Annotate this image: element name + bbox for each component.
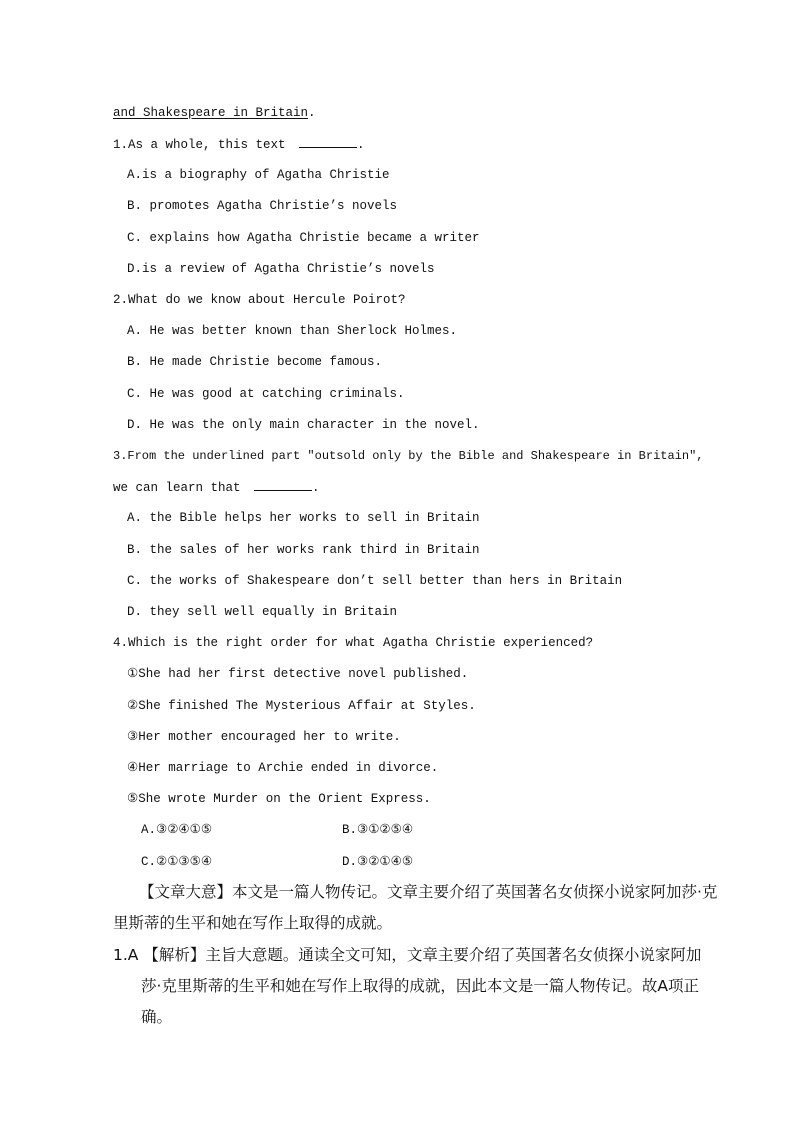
question-2-option-c: C. He was good at catching criminals.	[127, 387, 405, 401]
question-2-stem: 2.What do we know about Hercule Poirot?	[113, 293, 406, 307]
passage-tail	[113, 105, 316, 121]
question-3-text: we can learn that	[113, 481, 249, 495]
question-2-option-d: D. He was the only main character in the novel.	[127, 418, 480, 432]
answer-blank	[299, 136, 357, 148]
question-3-option-a: A. the Bible helps her works to sell in Britain	[127, 511, 480, 525]
question-3-end: .	[312, 481, 320, 495]
question-4-event-3: ③Her mother encouraged her to write.	[127, 730, 401, 744]
question-1-option-d: D.is a review of Agatha Christie’s novels	[127, 262, 435, 276]
question-3-stem: 3.From the underlined part "outsold only by the Bible and Shakespeare in Britain",	[113, 449, 704, 463]
question-4-option-c: C.②①③⑤④	[141, 855, 213, 869]
question-1-text: 1.As a whole, this text	[113, 138, 294, 152]
question-1-option-b: B. promotes Agatha Christie’s novels	[127, 199, 398, 213]
question-1-end: .	[357, 138, 365, 152]
question-3-option-b: B. the sales of her works rank third in Britain	[127, 543, 480, 557]
summary-line-1: 【文章大意】本文是一篇人物传记。文章主要介绍了英国著名女侦探小说家阿加莎·克	[139, 883, 718, 901]
answer-1-line-3: 确。	[141, 1008, 173, 1026]
question-3-option-d: D. they sell well equally in Britain	[127, 605, 398, 619]
question-4-option-b: B.③①②⑤④	[342, 823, 414, 837]
answer-1-line-2: 莎·克里斯蒂的生平和她在写作上取得的成就，因此本文是一篇人物传记。故A项正	[141, 977, 700, 995]
question-2-option-b: B. He made Christie become famous.	[127, 355, 383, 369]
answer-1-line-1: 1.A 【解析】主旨大意题。通读全文可知，文章主要介绍了英国著名女侦探小说家阿加	[113, 946, 702, 964]
question-4-option-d: D.③②①④⑤	[342, 855, 414, 869]
question-4-event-2: ②She finished The Mysterious Affair at Styles.	[127, 699, 476, 713]
answer-blank	[254, 479, 312, 491]
question-1-stem	[113, 136, 365, 153]
question-4-stem: 4.Which is the right order for what Agatha Christie experienced?	[113, 636, 594, 650]
summary-line-2: 里斯蒂的生平和她在写作上取得的成就。	[113, 914, 393, 932]
question-4-option-a: A.③②④①⑤	[141, 823, 213, 837]
question-1-option-c: C. explains how Agatha Christie became a writer	[127, 231, 480, 245]
question-4-event-4: ④Her marriage to Archie ended in divorce.	[127, 761, 439, 775]
question-3-option-c: C. the works of Shakespeare don’t sell better than hers in Britain	[127, 574, 623, 588]
question-4-event-1: ①She had her first detective novel published.	[127, 667, 469, 681]
question-2-option-a: A. He was better known than Sherlock Holmes.	[127, 324, 458, 338]
question-3-stem-line-2	[113, 479, 320, 496]
question-1-option-a: A.is a biography of Agatha Christie	[127, 168, 390, 182]
passage-tail-end: .	[308, 106, 316, 120]
question-4-event-5: ⑤She wrote Murder on the Orient Express.	[127, 792, 431, 806]
underlined-phrase: and Shakespeare in Britain	[113, 106, 309, 120]
